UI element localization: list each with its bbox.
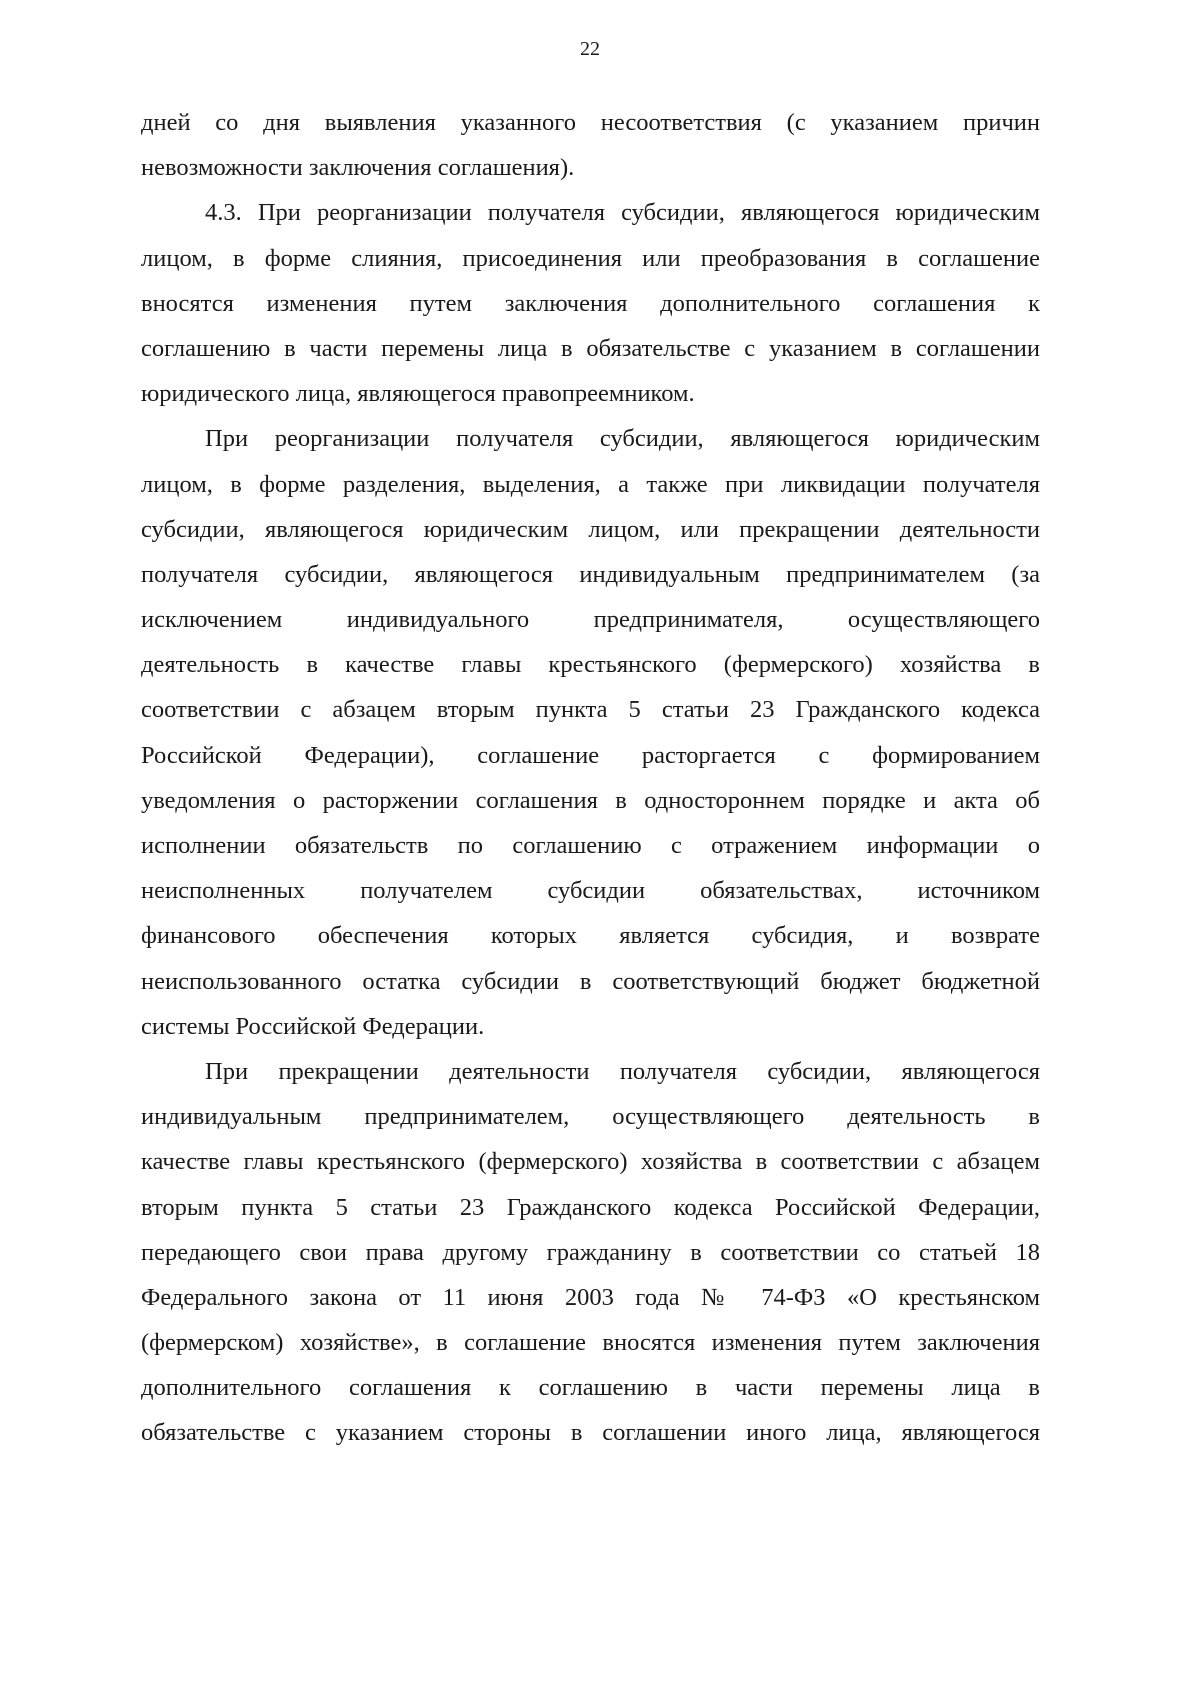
text-line: Российской Федерации), соглашение расторгается с формированием (141, 741, 1040, 769)
text-line: субсидии, являющегося юридическим лицом, или прекращении деятельности (141, 515, 1040, 543)
text-line: вносятся изменения путем заключения дополнительного соглашения к (141, 289, 1040, 317)
page-number: 22 (580, 38, 600, 60)
text-line: качестве главы крестьянского (фермерского) хозяйства в соответствии с абзацем (141, 1148, 1040, 1176)
text-line: уведомления о расторжении соглашения в одностороннем порядке и акта об (141, 786, 1040, 814)
text-line: неисполненных получателем субсидии обязательствах, источником (141, 877, 1040, 905)
text-line: лицом, в форме разделения, выделения, а также при ликвидации получателя (141, 470, 1040, 498)
text-line: невозможности заключения соглашения). (141, 154, 575, 182)
text-line: дней со дня выявления указанного несоответствия (с указанием причин (141, 109, 1040, 136)
text-line: исполнении обязательств по соглашению с отражением информации о (141, 832, 1040, 859)
text-line: индивидуальным предпринимателем, осуществляющего деятельность в (141, 1103, 1040, 1131)
text-line: деятельность в качестве главы крестьянского (фермерского) хозяйства в (141, 651, 1040, 679)
paragraph (141, 190, 1040, 416)
text-line: передающего свои права другому гражданину в соответствии со статьей 18 (141, 1238, 1040, 1266)
text-line: неиспользованного остатка субсидии в соответствующий бюджет бюджетной (141, 967, 1040, 995)
text-line: 4.3. При реорганизации получателя субсидии, являющегося юридическим (205, 199, 1040, 227)
text-line: юридического лица, являющегося правопреемником. (141, 380, 695, 408)
paragraph (141, 1049, 1040, 1456)
text-line: лицом, в форме слияния, присоединения или преобразования в соглашение (141, 244, 1040, 272)
text-line: исключением индивидуального предпринимателя, осуществляющего (141, 606, 1040, 634)
text-line: соответствии с абзацем вторым пункта 5 статьи 23 Гражданского кодекса (141, 696, 1040, 724)
text-line: соглашению в части перемены лица в обязательстве с указанием в соглашении (141, 334, 1040, 362)
document-body (141, 100, 1040, 1456)
text-line: системы Российской Федерации. (141, 1012, 485, 1040)
text-line: При прекращении деятельности получателя субсидии, являющегося (205, 1057, 1040, 1085)
text-line: (фермерском) хозяйстве», в соглашение вносятся изменения путем заключения (141, 1329, 1040, 1357)
text-line: финансового обеспечения которых является субсидия, и возврате (141, 922, 1040, 950)
paragraph (141, 100, 1040, 190)
text-line: дополнительного соглашения к соглашению в части перемены лица в (141, 1374, 1040, 1402)
text-line: Федерального закона от 11 июня 2003 года № 74-ФЗ «О крестьянском (141, 1283, 1040, 1311)
text-line: обязательстве с указанием стороны в соглашении иного лица, являющегося (141, 1419, 1040, 1447)
text-line: получателя субсидии, являющегося индивидуальным предпринимателем (за (141, 560, 1040, 588)
paragraph (141, 416, 1040, 1049)
text-line: При реорганизации получателя субсидии, являющегося юридическим (205, 425, 1040, 453)
text-line: вторым пункта 5 статьи 23 Гражданского кодекса Российской Федерации, (141, 1193, 1040, 1221)
